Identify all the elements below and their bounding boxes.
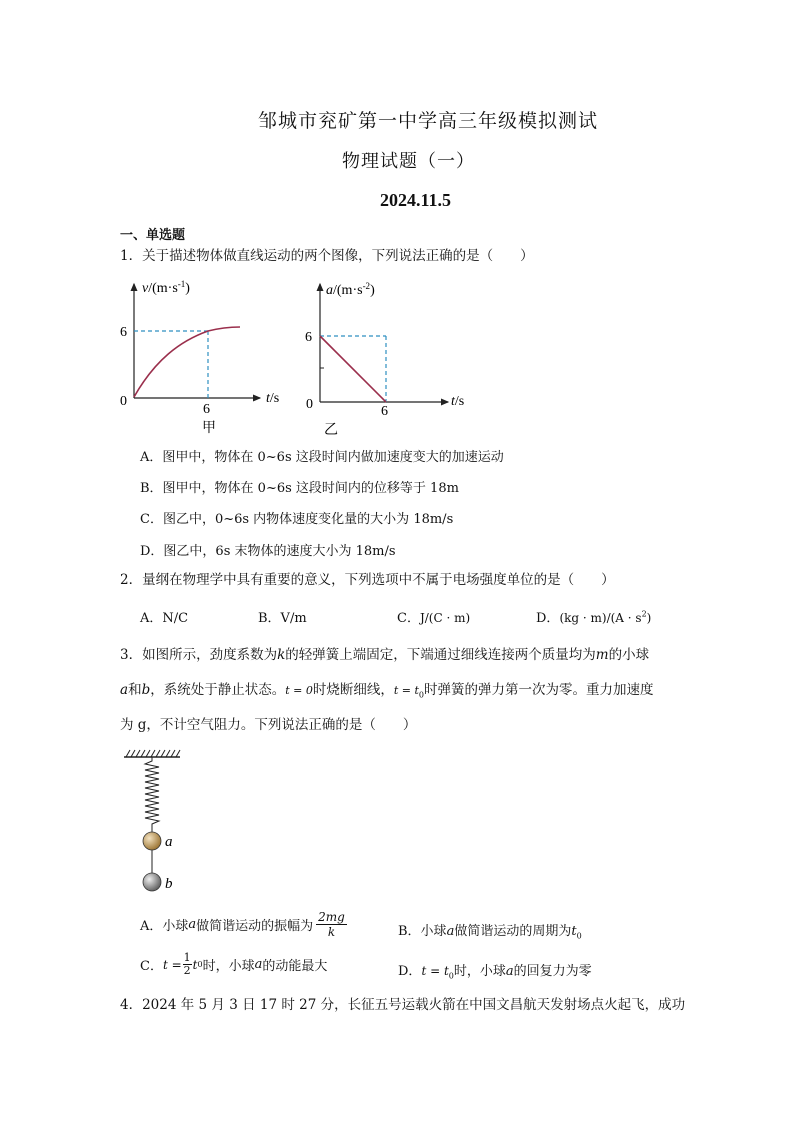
ball-a <box>143 832 161 850</box>
ball-b-label: b <box>165 876 173 892</box>
y-tick-6: 6 <box>305 330 312 345</box>
graph-yi <box>298 278 498 438</box>
amplitude-fraction: 2mg k <box>318 910 345 939</box>
x-tick-6: 6 <box>203 402 210 417</box>
graph-caption: 乙 <box>324 423 338 438</box>
q2-option-c[interactable]: C．J/(C · m) <box>397 611 471 626</box>
exam-date: 2024.11.5 <box>380 190 452 210</box>
q2-option-a[interactable]: A．N/C <box>140 611 189 626</box>
ball-a-label: a <box>165 834 173 850</box>
question-4-stem: 4．2024 年 5 月 3 日 17 时 27 分，长征五号运载火箭在中国文昌航天发射场点火起飞，成功 <box>120 997 686 1013</box>
origin-label: 0 <box>120 394 127 409</box>
q1-option-a[interactable]: A．图甲中，物体在 0~6s 这段时间内做加速度变大的加速运动 <box>140 450 504 465</box>
ceiling-hatch <box>126 750 180 757</box>
spring-figure <box>118 745 208 895</box>
ball-b <box>143 873 161 891</box>
q3-option-a[interactable]: A．小球 a 做简谐运动的振幅为 2mg k <box>140 910 345 939</box>
question-1-stem: 1．关于描述物体做直线运动的两个图像，下列说法正确的是（ ） <box>120 248 534 264</box>
section-title: 一、单选题 <box>120 228 186 243</box>
y-tick-6: 6 <box>120 325 127 340</box>
x-axis-label: t/s <box>266 391 280 406</box>
graph-caption: 甲 <box>202 421 216 436</box>
question-3-line-3: 为 g，不计空气阻力。下列说法正确的是（ ） <box>120 717 417 733</box>
subject-title: 物理试题（一） <box>342 151 475 172</box>
q3-option-b[interactable]: B．小球a做简谐运动的周期为$t_0$ <box>398 924 582 941</box>
x-tick-6: 6 <box>381 404 388 419</box>
spring <box>145 757 159 832</box>
question-3-line-2: a和b，系统处于静止状态。t = 0时烧断细线，$t = t_0$时弹簧的弹力第一次为零。重力加速度 <box>120 682 654 700</box>
q3-option-d[interactable]: D．$t = t_0$时，小球a的回复力为零 <box>398 964 592 981</box>
velocity-curve <box>134 327 240 397</box>
exam-title: 邹城市兖矿第一中学高三年级模拟测试 <box>258 110 599 132</box>
half-fraction: $\frac{1}{2}$ <box>183 951 191 977</box>
y-axis-label: $a/(m\cdot s^{-2})$ <box>326 281 375 298</box>
acceleration-line <box>320 336 386 402</box>
q3-option-c[interactable]: C． t = $\frac{1}{2}$ t 0 时，小球 a 的动能最大 <box>140 951 328 977</box>
q1-option-c[interactable]: C．图乙中，0~6s 内物体速度变化量的大小为 18m/s <box>140 512 454 527</box>
question-2-stem: 2．量纲在物理学中具有重要的意义，下列选项中不属于电场强度单位的是（ ） <box>120 572 615 588</box>
q2-option-d[interactable]: D．$(kg \cdot m)/(A \cdot s^2)$ <box>536 609 652 626</box>
x-axis-label: t/s <box>451 394 465 409</box>
y-axis-label: $v/(m\cdot s^{-1})$ <box>142 279 190 296</box>
q1-option-b[interactable]: B．图甲中，物体在 0~6s 这段时间内的位移等于 18m <box>140 481 459 496</box>
origin-label: 0 <box>306 397 313 412</box>
q2-option-b[interactable]: B．V/m <box>258 611 307 626</box>
q1-option-d[interactable]: D．图乙中，6s 末物体的速度大小为 18m/s <box>140 544 396 559</box>
graph-jia <box>110 278 300 438</box>
question-3-line-1: 3．如图所示，劲度系数为k的轻弹簧上端固定，下端通过细线连接两个质量均为m的小球 <box>120 647 650 663</box>
